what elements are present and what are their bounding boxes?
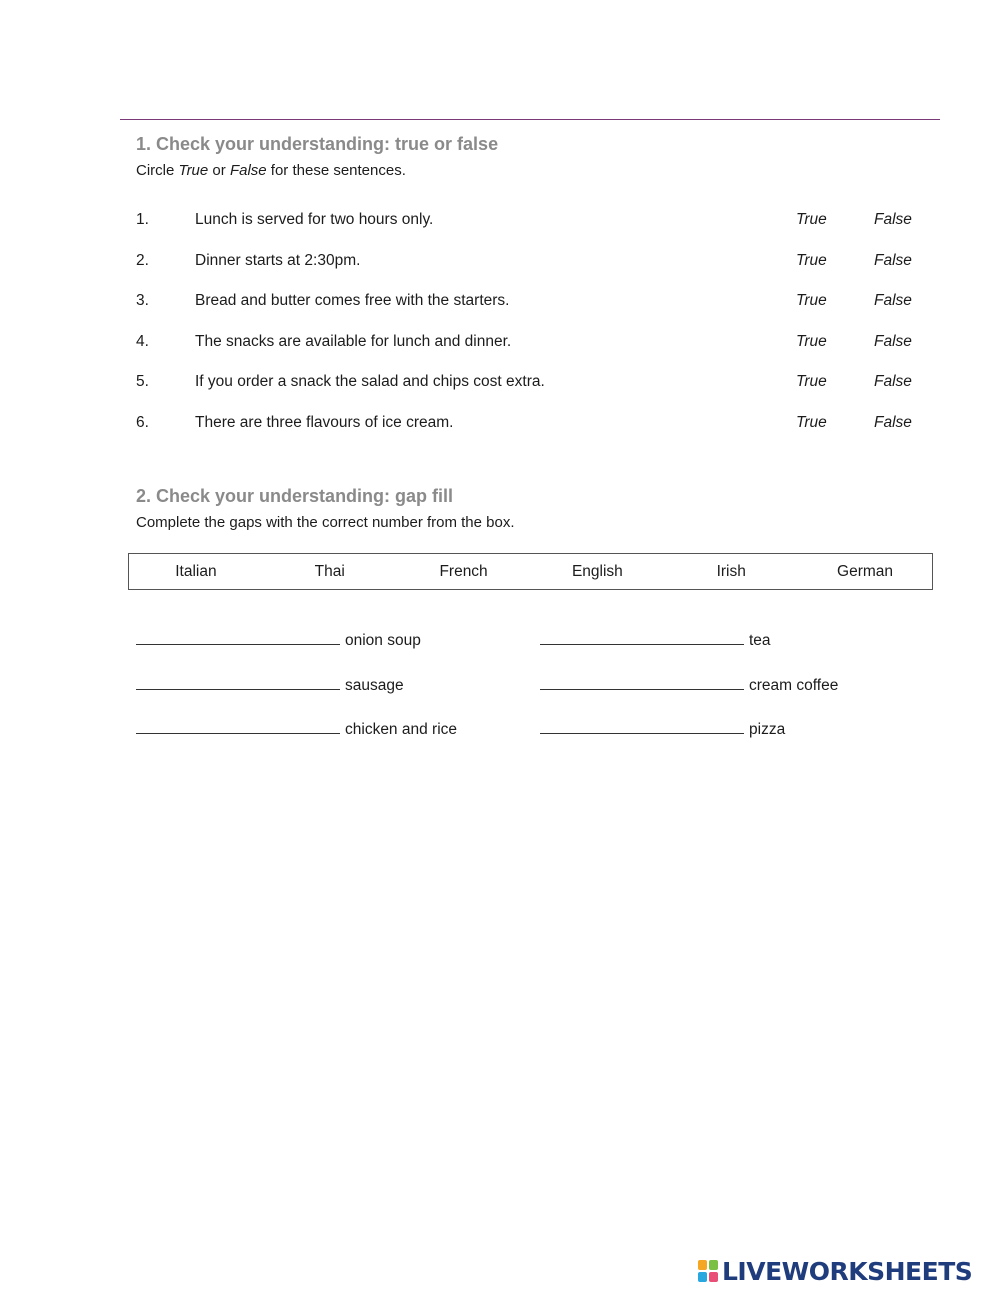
true-option[interactable]: True [796, 292, 827, 309]
word-box-item: Italian [175, 562, 217, 580]
liveworksheets-logo [697, 1257, 972, 1285]
tf-row-sentence: Dinner starts at 2:30pm. [195, 252, 361, 269]
gap-blank[interactable] [136, 628, 340, 645]
true-option[interactable]: True [796, 252, 827, 269]
tf-row [136, 292, 926, 314]
gap-item [540, 673, 838, 695]
section2-instruction: Complete the gaps with the correct number from the box. [136, 514, 515, 531]
tf-row-sentence: Lunch is served for two hours only. [195, 211, 434, 228]
false-option[interactable]: False [874, 414, 912, 431]
gap-blank[interactable] [540, 628, 744, 645]
word-box-item: English [571, 562, 623, 580]
tf-row-sentence: The snacks are available for lunch and dinner. [195, 333, 512, 350]
false-option[interactable]: False [874, 373, 912, 390]
tf-row-number: 3. [136, 292, 149, 309]
true-option[interactable]: True [796, 211, 827, 228]
gap-label: chicken and rice [345, 721, 458, 738]
gap-label: tea [749, 632, 771, 649]
gap-item [136, 673, 404, 695]
gap-blank[interactable] [540, 673, 744, 690]
tf-row-sentence: There are three flavours of ice cream. [195, 414, 454, 431]
tf-row [136, 211, 926, 233]
gap-label: cream coffee [749, 677, 839, 694]
logo-square [709, 1272, 718, 1282]
logo-square [709, 1260, 718, 1270]
tf-row [136, 373, 926, 395]
false-option[interactable]: False [874, 211, 912, 228]
gap-item [540, 628, 771, 650]
section1-title: 1. Check your understanding: true or false [136, 134, 499, 154]
gap-blank[interactable] [540, 717, 744, 734]
true-option[interactable]: True [796, 414, 827, 431]
word-box-item: French [439, 562, 488, 580]
tf-row-number: 6. [136, 414, 149, 431]
gap-item [540, 717, 785, 739]
tf-row-number: 1. [136, 211, 149, 228]
word-box-item: Thai [314, 562, 345, 580]
true-option[interactable]: True [796, 333, 827, 350]
gap-label: pizza [749, 721, 786, 738]
tf-row-number: 2. [136, 252, 149, 269]
gap-blank[interactable] [136, 717, 340, 734]
true-option[interactable]: True [796, 373, 827, 390]
top-divider [120, 119, 940, 120]
section2-title: 2. Check your understanding: gap fill [136, 486, 454, 506]
gap-blank[interactable] [136, 673, 340, 690]
tf-row-number: 5. [136, 373, 149, 390]
tf-row [136, 414, 926, 436]
tf-row-sentence: If you order a snack the salad and chips cost extra. [195, 373, 545, 390]
gap-label: sausage [345, 677, 404, 694]
liveworksheets-logo-icon [697, 1259, 719, 1283]
section1-instruction: Circle True or False for these sentences. [136, 162, 406, 179]
false-option[interactable]: False [874, 292, 912, 309]
logo-square [698, 1260, 707, 1270]
logo-square [698, 1272, 707, 1282]
tf-row [136, 252, 926, 274]
gap-item [136, 628, 421, 650]
word-box-item: German [837, 562, 894, 580]
word-box [128, 553, 933, 590]
tf-row [136, 333, 926, 355]
gap-label: onion soup [345, 632, 421, 649]
tf-row-number: 4. [136, 333, 149, 350]
liveworksheets-brand-text: LIVEWORKSHEETS [722, 1256, 973, 1286]
false-option[interactable]: False [874, 333, 912, 350]
instruction-true-word: True [178, 162, 209, 179]
gap-item [136, 717, 457, 739]
word-box-item: Irish [716, 562, 746, 580]
instruction-false-word: False [229, 162, 267, 179]
tf-row-sentence: Bread and butter comes free with the starters. [195, 292, 510, 309]
false-option[interactable]: False [874, 252, 912, 269]
